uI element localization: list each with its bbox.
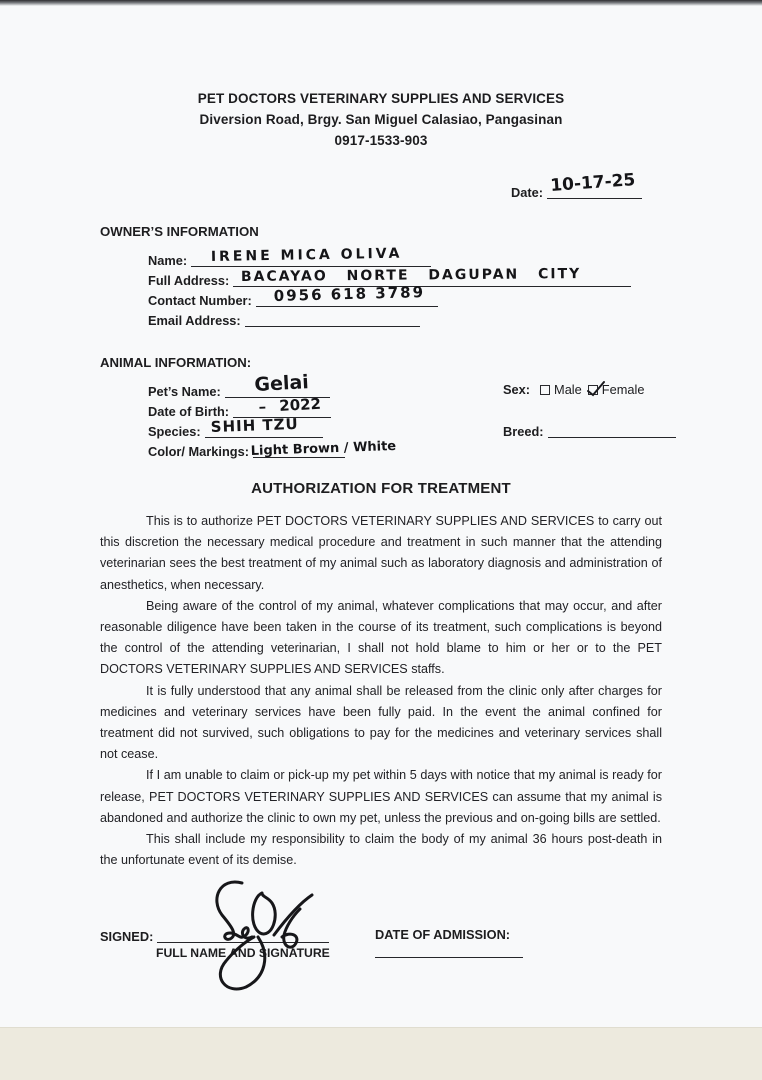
email-address-label: Email Address: <box>148 313 241 328</box>
contact-number-field <box>256 283 438 307</box>
authorization-paragraph: This shall include my responsibility to claim the body of my animal 36 hours post-death in the unfortunate event of its demise. <box>100 832 662 868</box>
signed-label: SIGNED: <box>100 929 154 945</box>
authorization-body <box>100 511 662 871</box>
owner-contact-row <box>148 283 662 311</box>
contact-number-handwritten-value: 0956 618 3789 <box>273 283 426 305</box>
color-markings-label: Color/ Markings: <box>148 444 249 459</box>
date-of-birth-label: Date of Birth: <box>148 404 230 419</box>
female-checkmark-icon <box>586 379 606 397</box>
owner-email-row <box>148 311 662 331</box>
date-row <box>100 170 662 200</box>
female-checkbox <box>588 385 598 395</box>
date-label: Date: <box>511 185 543 200</box>
name-field <box>191 245 431 267</box>
male-checkbox <box>540 385 550 395</box>
full-address-handwritten-value: BACAYAO NORTE DAGUPAN CITY <box>241 266 582 285</box>
name-label: Name: <box>148 253 188 268</box>
breed-label: Breed: <box>503 424 544 439</box>
authorization-paragraph: This is to authorize PET DOCTORS VETERINARY SUPPLIES AND SERVICES to carry out this discretion the necessary medical procedure and treatment in such manner that the attending veterinarian sees the best treatment of my animal such as laboratory diagnosis and administration of anesthetics, when necessary. <box>100 514 662 592</box>
authorization-paragraph: If I am unable to claim or pick-up my pet within 5 days with notice that my animal is ready for release, PET DOCTORS VETERINARY SUPPLIES AND SERVICES can assume that my animal is abandoned and authorize the clinic to own my pet, unless the previous and on-going bills are settled. <box>100 768 662 825</box>
species-label: Species: <box>148 424 201 439</box>
full-address-label: Full Address: <box>148 273 230 288</box>
color-markings-field <box>250 438 397 459</box>
animal-section-title: ANIMAL INFORMATION: <box>100 355 252 370</box>
date-of-birth-handwritten-value: – 2022 <box>258 394 322 416</box>
owner-fields <box>100 245 662 331</box>
signature-section <box>100 927 662 967</box>
pet-name-label: Pet’s Name: <box>148 384 221 399</box>
sex-label: Sex: <box>503 382 531 397</box>
species-field <box>205 414 323 438</box>
color-markings-row <box>148 438 662 462</box>
clinic-name: PET DOCTORS VETERINARY SUPPLIES AND SERVICES <box>197 91 565 106</box>
sex-group <box>503 382 644 397</box>
clinic-header <box>100 88 662 151</box>
breed-field <box>548 422 676 438</box>
male-option-label: Male <box>554 382 582 397</box>
date-of-admission-field <box>375 942 523 958</box>
date-of-admission-label: DATE OF ADMISSION: <box>375 927 511 943</box>
signed-field <box>157 927 329 943</box>
authorization-title: AUTHORIZATION FOR TREATMENT <box>251 480 511 497</box>
color-markings-handwritten-value: Light Brown / White <box>250 438 397 459</box>
animal-fields <box>100 371 662 462</box>
scanner-bed-strip <box>0 1027 762 1080</box>
owner-section-title: OWNER’S INFORMATION <box>100 224 259 239</box>
clinic-address: Diversion Road, Brgy. San Miguel Calasiao, Pangasinan <box>199 112 563 127</box>
date-of-admission-group <box>375 927 662 959</box>
pet-name-row <box>148 371 662 402</box>
clinic-phone: 0917-1533-903 <box>334 133 428 148</box>
breed-group <box>503 422 676 439</box>
female-option-label: Female <box>601 382 645 397</box>
full-address-field <box>233 266 631 287</box>
email-address-field <box>245 311 420 327</box>
contact-number-label: Contact Number: <box>148 293 252 308</box>
species-row <box>148 414 662 442</box>
authorization-paragraph: It is fully understood that any animal shall be released from the clinic only after charges for medicines and veterinary services have been fully paid. In the event the animal confined for treatment did not survived, such obligations to pay for the medicines and veterinary services shall not cease. <box>100 683 662 762</box>
date-field <box>547 170 642 199</box>
pet-name-handwritten-value: Gelai <box>253 371 310 396</box>
species-handwritten-value: SHIH TZU <box>210 414 299 436</box>
date-handwritten-value: 10-17-25 <box>549 170 636 196</box>
authorization-paragraph: Being aware of the control of my animal, whatever complications that may occur, and after reasonable diligence have been taken in the course of its treatment, such complications is beyond the control of the attending veterinarian, I shall not hold blame to him or her or to the PET DOCTORS VETERINARY SUPPLIES AND SERVICES staffs. <box>100 598 662 677</box>
name-handwritten-value: IRENE MICA OLIVA <box>210 245 403 265</box>
signed-caption: FULL NAME AND SIGNATURE <box>156 946 330 961</box>
